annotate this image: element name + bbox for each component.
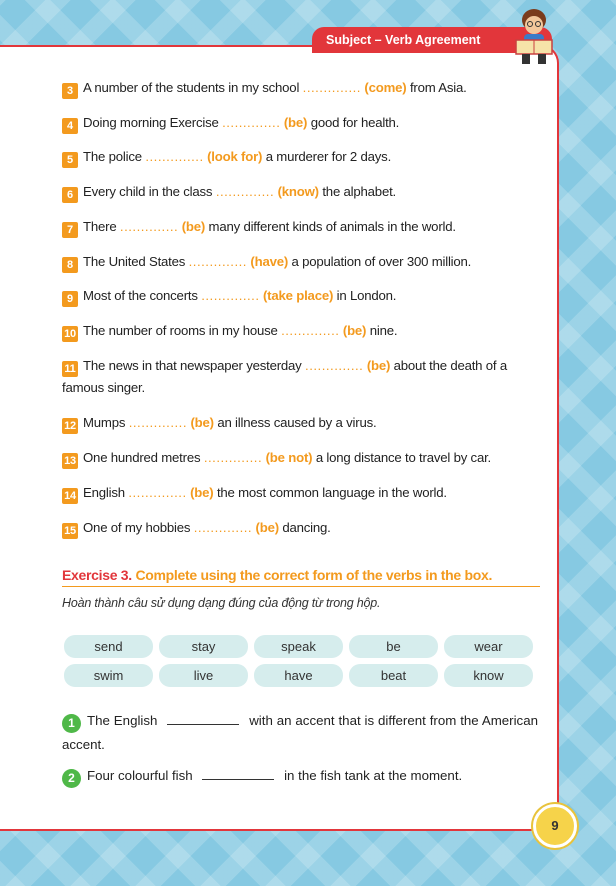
item-text: The number of rooms in my house — [83, 323, 278, 338]
word-chip: beat — [349, 664, 438, 687]
item-number: 3 — [62, 83, 78, 99]
item-text: an illness caused by a virus. — [217, 415, 377, 430]
item-text: The news in that newspaper yesterday — [83, 358, 302, 373]
list-item — [62, 285, 542, 307]
item-number: 13 — [62, 453, 78, 469]
answer-blank[interactable]: .............. — [128, 415, 187, 430]
list-item — [62, 412, 542, 434]
page-number: 9 — [551, 818, 559, 833]
word-chip: be — [349, 635, 438, 658]
item-number: 10 — [62, 326, 78, 342]
answer-blank[interactable]: .............. — [302, 80, 361, 95]
item-number: 15 — [62, 523, 78, 539]
answer-blank[interactable]: .............. — [201, 288, 260, 303]
item-number: 11 — [62, 361, 78, 377]
item-text: a murderer for 2 days. — [265, 149, 392, 164]
answer-blank[interactable]: .............. — [128, 485, 187, 500]
list-item — [62, 251, 542, 273]
item-number: 9 — [62, 291, 78, 307]
answer-blank[interactable]: .............. — [281, 323, 340, 338]
item-text: good for health. — [310, 115, 400, 130]
exercise-3-title — [62, 567, 540, 587]
verb-hint: (be) — [366, 358, 391, 373]
verb-hint: (take place) — [262, 288, 334, 303]
item-text: There — [83, 219, 117, 234]
exercise-instruction: Complete using the correct form of the verbs in the box. — [135, 567, 493, 583]
mascot-reading-icon — [508, 6, 560, 66]
answer-blank[interactable]: .............. — [188, 254, 247, 269]
item-text: The police — [83, 149, 142, 164]
word-chip: send — [64, 635, 153, 658]
question-text: in the fish tank at the moment. — [284, 768, 463, 783]
item-number: 8 — [62, 257, 78, 273]
item-text: in London. — [336, 288, 397, 303]
item-text: from Asia. — [409, 80, 467, 95]
answer-blank[interactable]: .............. — [119, 219, 179, 234]
list-item — [62, 355, 542, 399]
item-text: One of my hobbies — [83, 520, 191, 535]
item-text: A number of the students in my school — [83, 80, 300, 95]
list-item — [62, 146, 542, 168]
word-chip: stay — [159, 635, 248, 658]
list-item — [62, 77, 542, 99]
item-text: the alphabet. — [322, 184, 397, 199]
item-number: 5 — [62, 152, 78, 168]
word-chip: speak — [254, 635, 343, 658]
word-chip: know — [444, 664, 533, 687]
verb-hint: (be) — [181, 219, 206, 234]
item-text: The United States — [83, 254, 186, 269]
item-text: English — [83, 485, 125, 500]
item-text: Most of the concerts — [83, 288, 198, 303]
item-number: 6 — [62, 187, 78, 203]
answer-blank[interactable]: .............. — [203, 450, 263, 465]
list-item — [62, 482, 542, 504]
verb-hint: (come) — [364, 80, 407, 95]
item-text: Every child in the class — [83, 184, 213, 199]
answer-blank[interactable]: .............. — [305, 358, 364, 373]
verb-hint: (know) — [277, 184, 319, 199]
question-number: 2 — [62, 769, 81, 788]
page-number-badge — [533, 804, 577, 848]
verb-hint: (be) — [342, 323, 367, 338]
answer-blank[interactable]: .............. — [193, 520, 253, 535]
word-chip: live — [159, 664, 248, 687]
exercise-3-subtitle: Hoàn thành câu sử dụng dạng đúng của động từ trong hộp. — [62, 596, 381, 610]
item-number: 12 — [62, 418, 78, 434]
answer-blank[interactable]: .............. — [215, 184, 275, 199]
question-text: with an accent that is different from the American accent. — [62, 713, 538, 752]
item-number: 14 — [62, 488, 78, 504]
verb-hint: (have) — [250, 254, 289, 269]
section-title: Subject – Verb Agreement — [326, 33, 481, 47]
verb-hint: (be not) — [265, 450, 313, 465]
item-text: many different kinds of animals in the world. — [208, 219, 456, 234]
item-number: 7 — [62, 222, 78, 238]
item-text: a population of over 300 million. — [291, 254, 472, 269]
item-number: 4 — [62, 118, 78, 134]
word-chip: swim — [64, 664, 153, 687]
question-item — [62, 764, 538, 788]
list-item — [62, 112, 542, 134]
verb-hint: (be) — [190, 415, 214, 430]
exercise-label: Exercise 3. — [62, 567, 132, 583]
item-text: nine. — [369, 323, 398, 338]
word-chip: have — [254, 664, 343, 687]
list-item — [62, 181, 542, 203]
list-item — [62, 447, 542, 469]
answer-blank[interactable]: .............. — [222, 115, 281, 130]
list-item — [62, 320, 542, 342]
answer-line[interactable] — [202, 767, 274, 780]
item-text: One hundred metres — [83, 450, 201, 465]
word-chip: wear — [444, 635, 533, 658]
verb-hint: (be) — [255, 520, 279, 535]
question-text: The English — [87, 713, 158, 728]
list-item — [62, 216, 542, 238]
answer-line[interactable] — [167, 712, 239, 725]
question-text: Four colourful fish — [87, 768, 193, 783]
answer-blank[interactable]: .............. — [145, 149, 204, 164]
item-text: Doing morning Exercise — [83, 115, 219, 130]
item-text: dancing. — [282, 520, 331, 535]
question-number: 1 — [62, 714, 81, 733]
item-text: the most common language in the world. — [216, 485, 447, 500]
verb-hint: (look for) — [207, 149, 263, 164]
verb-hint: (be) — [283, 115, 308, 130]
item-text: a long distance to travel by car. — [315, 450, 492, 465]
list-item — [62, 517, 542, 539]
verb-hint: (be) — [190, 485, 214, 500]
question-item — [62, 709, 538, 757]
item-text: about the death of a famous singer. — [62, 358, 507, 395]
item-text: Mumps — [83, 415, 126, 430]
